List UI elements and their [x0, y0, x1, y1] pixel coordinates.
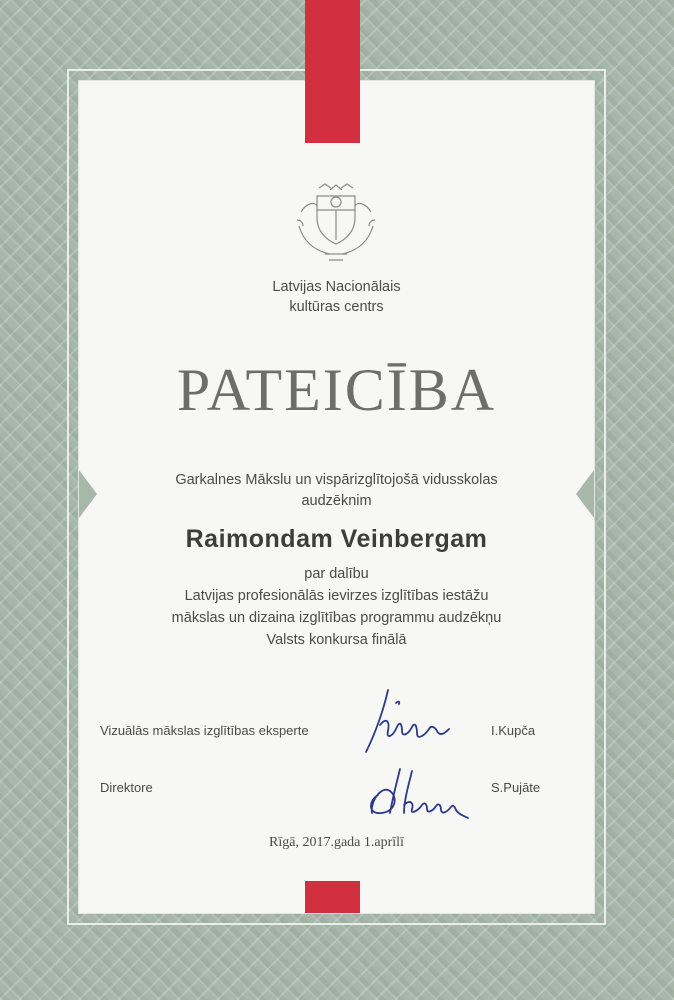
recipient-school [79, 470, 594, 512]
organization-line-1: Latvijas Nacionālais [272, 279, 401, 295]
reason-line-3: mākslas un dizaina izglītības programmu audzēkņu [171, 610, 502, 626]
organization-name [79, 277, 594, 317]
red-ribbon-bottom [305, 881, 360, 913]
reason-line-1: par dalību [304, 566, 369, 582]
red-ribbon-top [305, 0, 360, 143]
reason-line-2: Latvijas profesionālās ievirzes izglītības iestāžu [184, 588, 489, 604]
school-line-1: Garkalnes Mākslu un vispārizglītojošā vidusskolas [175, 472, 498, 488]
organization-line-2: kultūras centrs [289, 299, 384, 315]
signature-2 [360, 765, 480, 825]
signatory-role-1: Vizuālās mākslas izglītības eksperte [100, 723, 309, 738]
signatory-name-2: S.Pujāte [491, 780, 541, 795]
signatory-name-1: I.Kupča [491, 723, 536, 738]
coat-of-arms-icon [289, 182, 383, 264]
school-line-2: audzēknim [301, 493, 372, 509]
certificate-title: PATEICĪBA [176, 357, 497, 423]
recipient-name: Raimondam Veinbergam [185, 525, 488, 553]
signatory-role-2: Direktore [100, 780, 153, 795]
issue-date: Rīgā, 2017.gada 1.aprīlī [269, 835, 404, 850]
signature-1 [360, 685, 470, 760]
award-reason [79, 563, 594, 651]
reason-line-4: Valsts konkursa finālā [266, 632, 407, 648]
